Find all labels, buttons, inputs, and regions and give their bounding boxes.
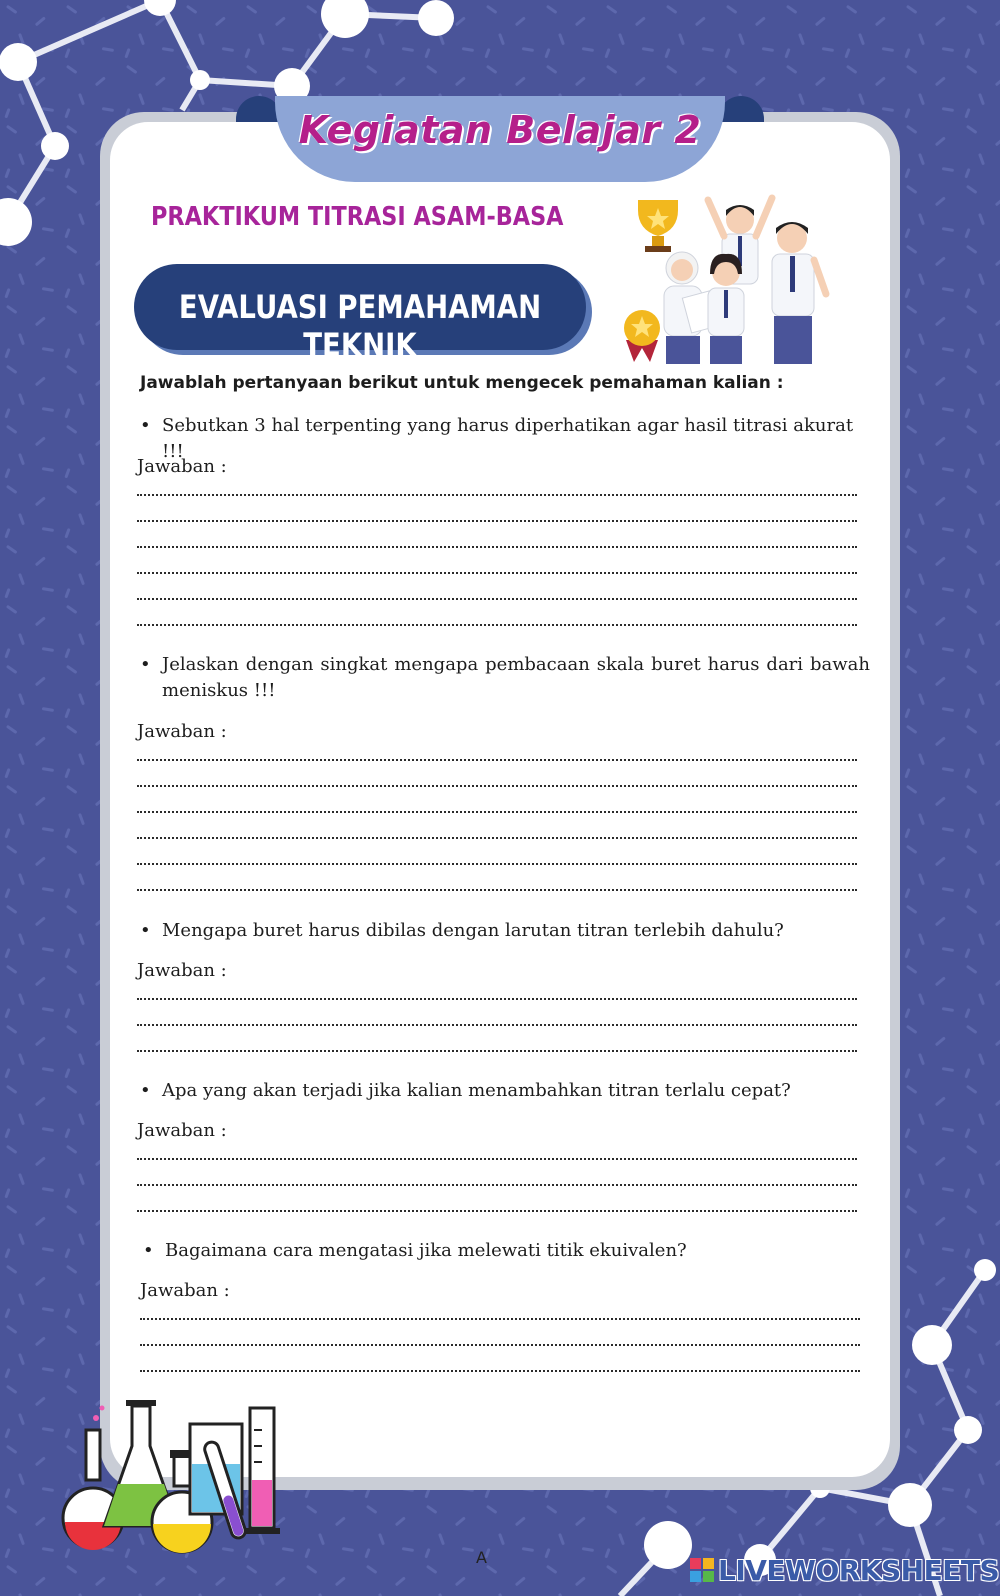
bullet: • <box>140 1080 151 1101</box>
bullet: • <box>140 920 151 941</box>
answer-line[interactable] <box>137 889 857 891</box>
answer-line[interactable] <box>137 624 857 626</box>
answer-line[interactable] <box>137 1024 857 1026</box>
answer-line[interactable] <box>140 1318 860 1320</box>
question-3 <box>140 918 860 944</box>
answer-line[interactable] <box>137 494 857 496</box>
answer-line[interactable] <box>140 1344 860 1346</box>
question-text: Mengapa buret harus dibilas dengan larutan titran terlebih dahulu? <box>162 920 784 941</box>
liveworksheets-brand[interactable]: LIVEWORKSHEETS <box>718 1554 1000 1587</box>
answer-label-4: Jawaban : <box>137 1120 227 1141</box>
instruction-text: Jawablah pertanyaan berikut untuk mengecek pemahaman kalian : <box>140 373 784 393</box>
page-title: Kegiatan Belajar 2 <box>298 108 702 152</box>
question-4 <box>140 1078 860 1104</box>
answer-line[interactable] <box>137 546 857 548</box>
section-title: EVALUASI PEMAHAMAN TEKNIK <box>178 288 542 364</box>
answer-line[interactable] <box>137 837 857 839</box>
question-1 <box>140 413 860 465</box>
answer-line[interactable] <box>137 572 857 574</box>
answer-line[interactable] <box>137 811 857 813</box>
bullet: • <box>140 654 151 675</box>
students-celebrating-icon <box>620 190 860 365</box>
answer-line[interactable] <box>137 863 857 865</box>
bullet: • <box>140 415 151 436</box>
lab-flasks-icon <box>60 1400 300 1560</box>
question-text: Jelaskan dengan singkat mengapa pembacaan skala buret harus dari bawah meniskus !!! <box>162 654 870 701</box>
worksheet-subtitle: PRAKTIKUM TITRASI ASAM-BASA <box>151 202 564 232</box>
answer-label-5: Jawaban : <box>140 1280 230 1301</box>
page-letter: A <box>476 1548 487 1567</box>
liveworksheets-logo-icon[interactable] <box>690 1558 714 1582</box>
answer-label-1: Jawaban : <box>137 456 227 477</box>
answer-line[interactable] <box>137 1050 857 1052</box>
question-text: Sebutkan 3 hal terpenting yang harus diperhatikan agar hasil titrasi akurat !!! <box>162 415 854 462</box>
question-5 <box>143 1238 863 1264</box>
answer-line[interactable] <box>137 998 857 1000</box>
question-text: Bagaimana cara mengatasi jika melewati titik ekuivalen? <box>165 1240 687 1261</box>
answer-label-2: Jawaban : <box>137 721 227 742</box>
answer-line[interactable] <box>137 1158 857 1160</box>
answer-line[interactable] <box>137 520 857 522</box>
answer-line[interactable] <box>137 598 857 600</box>
answer-label-3: Jawaban : <box>137 960 227 981</box>
answer-line[interactable] <box>137 759 857 761</box>
question-text: Apa yang akan terjadi jika kalian menambahkan titran terlalu cepat? <box>162 1080 791 1101</box>
bullet: • <box>143 1240 154 1261</box>
answer-line[interactable] <box>137 1210 857 1212</box>
answer-line[interactable] <box>137 785 857 787</box>
answer-line[interactable] <box>137 1184 857 1186</box>
answer-line[interactable] <box>140 1370 860 1372</box>
question-2 <box>140 652 870 704</box>
